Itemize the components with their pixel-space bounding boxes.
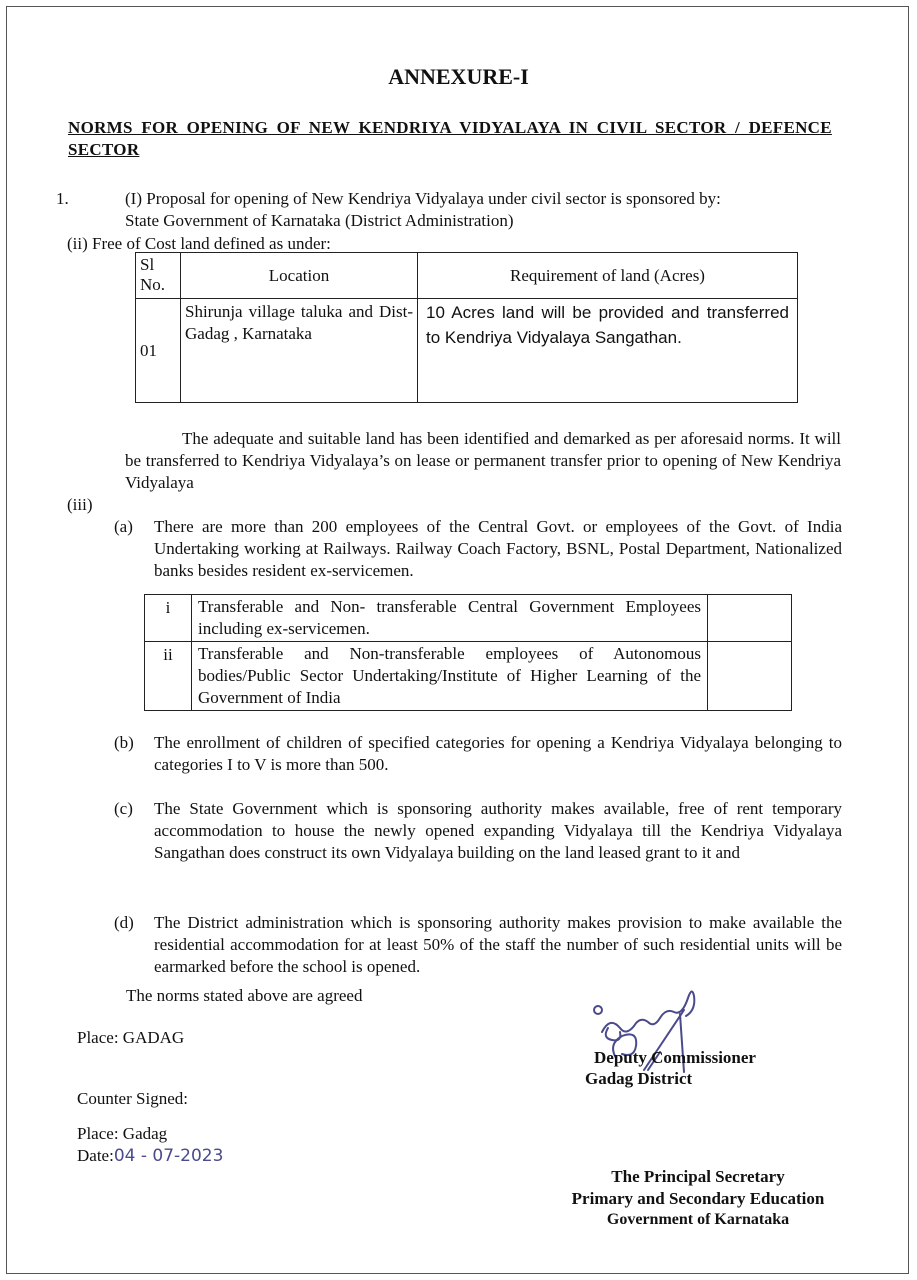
item-a-label: (a) [114,517,133,536]
proposal-line-2: State Government of Karnataka (District Administration) [125,211,514,230]
land-table [135,252,798,403]
item-d-label: (d) [114,913,134,932]
row-value [708,595,792,642]
signatory-1-district: Gadag District [585,1069,693,1088]
agreed-text: The norms stated above are agreed [126,986,363,1005]
signatory-2-government: Government of Karnataka [606,1211,790,1228]
land-label: (ii) Free of Cost land defined as under: [67,234,331,253]
item-b-label: (b) [114,733,134,752]
header-location: Location [181,253,418,299]
signatory-2-title: The Principal Secretary [611,1167,785,1186]
row-num: ii [145,642,192,711]
signatory-1-title: Deputy Commissioner [594,1048,756,1067]
item-c-text: The State Government which is sponsoring authority makes available, free of rent temporary accommodation to house the newly opened expanding Vidyalaya till the Kendriya Vidyalaya Sangathan does construct its own Vidyalaya building on the land leased grant to it and [154,799,842,862]
table-row [145,642,792,711]
counter-signed: Counter Signed: [77,1089,188,1108]
land-note: The adequate and suitable land has been identified and demarked as per aforesaid norms. It will be transferred to Kendriya Vidyalaya’s on lease or permanent transfer prior to opening of New Kendriya Vidyalaya [125,429,841,492]
row-requirement: 10 Acres land will be provided and transferred to Kendriya Vidyalaya Sangathan. [418,299,798,403]
item-number: 1. [56,189,69,208]
land-table-header [136,253,798,299]
signatory-2-department: Primary and Secondary Education [571,1189,825,1208]
item-a-text: There are more than 200 employees of the Central Govt. or employees of the Govt. of India Undertaking working at Railways. Railway Coach Factory, BSNL, Postal Department, Nationalized banks besides resident ex-servicemen. [154,517,842,580]
row-text: Transferable and Non- transferable Central Government Employees including ex-servicemen. [192,595,708,642]
row-num: i [145,595,192,642]
item-d-text: The District administration which is sponsoring authority makes provision to make available the residential accommodation for at least 50% of the staff the number of such residential units will be earmarked before the school is opened. [154,913,842,976]
row-text: Transferable and Non-transferable employees of Autonomous bodies/Public Sector Undertaking/Institute of Higher Learning of the Government of India [192,642,708,711]
date-label: Date: [77,1146,114,1165]
page-title: ANNEXURE-I [388,64,529,89]
item-c-label: (c) [114,799,133,818]
row-location: Shirunja village taluka and Dist-Gadag , Karnataka [181,299,418,403]
header-requirement: Requirement of land (Acres) [418,253,798,299]
row-value [708,642,792,711]
header-sl: Sl No. [136,253,181,299]
table-row [136,299,798,403]
item-b-text: The enrollment of children of specified categories for opening a Kendriya Vidyalaya belonging to categories I to V is more than 500. [154,733,842,774]
item-iii-label: (iii) [67,495,93,514]
employee-table [144,594,792,711]
date-line [77,1145,223,1167]
row-sl: 01 [136,299,181,403]
table-row [145,595,792,642]
date-handwritten: 04 - 07-2023 [113,1146,224,1166]
document-heading: NORMS FOR OPENING OF NEW KENDRIYA VIDYALAYA IN CIVIL SECTOR / DEFENCE SECTOR [68,118,832,159]
place-gadag-2: Place: Gadag [77,1124,168,1143]
place-gadag: Place: GADAG [77,1028,185,1047]
proposal-line-1: (I) Proposal for opening of New Kendriya Vidyalaya under civil sector is sponsored by: [125,189,721,208]
